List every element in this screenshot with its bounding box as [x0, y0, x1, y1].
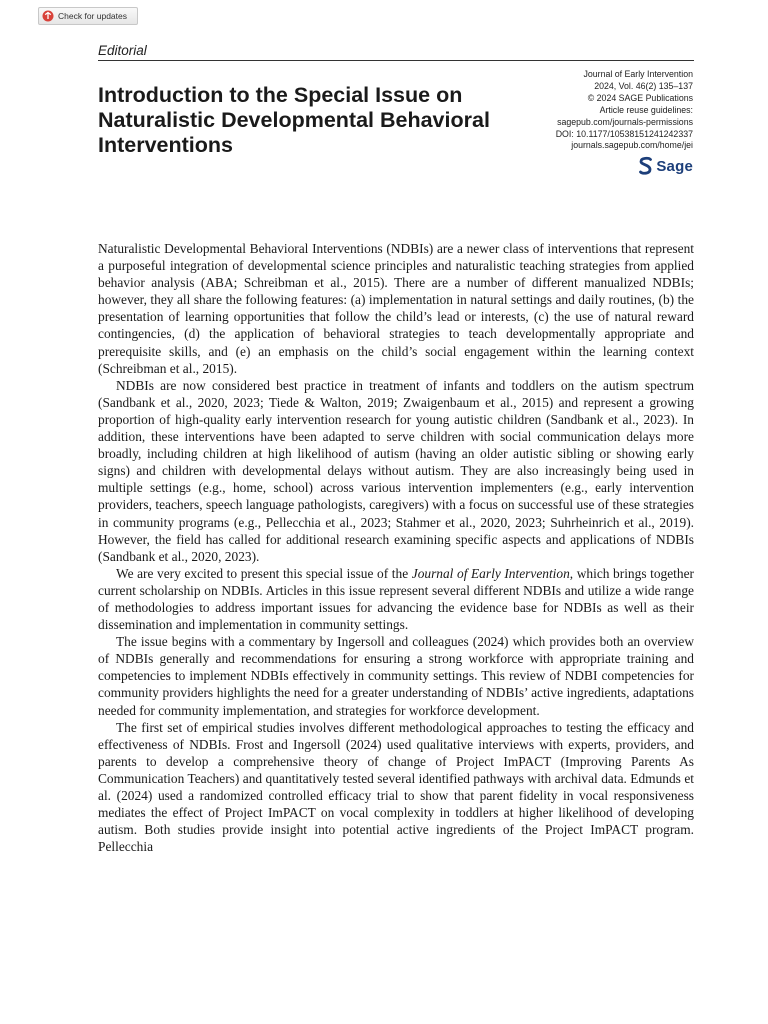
paragraph-best-practice: NDBIs are now considered best practice in treatment of infants and toddlers on the autism spectrum (Sandbank et al., 2020, 2023; Tiede & Walton, 2019; Zwaigenbaum et al., 2015) and represent a growing proportion of high-quality early intervention research for young autistic children (Sandbank et al., 2023). In addition, these interventions have been adapted to serve children with social communication delays more broadly, including children at high likelihood of autism (having an older autistic sibling or showing early signs) and children with developmental delays without autism. They are also increasingly being used in multiple settings (e.g., home, school) across various intervention implementers (e.g., early intervention providers, teachers, speech language pathologists, caregivers) with a focus on successful use of these strategies in community programs (e.g., Pellecchia et al., 2023; Stahmer et al., 2020, 2023; Suhrheinrich et al., 2019). However, the field has called for additional research examining specific aspects and applications of NDBIs (Sandbank et al., 2020, 2023).: [98, 377, 694, 564]
check-updates-label: Check for updates: [58, 11, 127, 21]
paragraph-text: We are very excited to present this special issue of the: [116, 565, 412, 581]
permissions-link[interactable]: sagepub.com/journals-permissions: [557, 116, 693, 127]
publisher-name: Sage: [656, 157, 693, 175]
journal-name: Journal of Early Intervention: [583, 69, 693, 79]
paragraph-commentary: The issue begins with a commentary by Ingersoll and colleagues (2024) which provides both an overview of NDBIs generally and recommendations for ensuring a strong workforce with appropriate training and competencies to implement NDBIs effectively in community settings. This review of NDBI competencies for community providers highlights the need for a greater understanding of NDBIs’ active ingredients, adaptations needed for community implementation, and strategies for workforce development.: [98, 634, 694, 718]
copyright-line: © 2024 SAGE Publications: [587, 92, 693, 103]
article-body: [98, 240, 694, 855]
section-label: Editorial: [98, 43, 147, 58]
paragraph-text: , which brings together current scholarship on NDBIs. Articles in this issue represent several different NDBIs and utilize a wide range of methodologies to address important issues for advancing the evidence base for NDBIs as well as their dissemination and implementation in community settings.: [98, 565, 694, 633]
publisher-logo: [638, 156, 693, 176]
journal-title-italic: Journal of Early Intervention: [411, 565, 570, 581]
paragraph-empirical-studies: The first set of empirical studies involves different methodological approaches to testing the efficacy and effectiveness of NDBIs. Frost and Ingersoll (2024) used qualitative interviews with experts, providers, and parents to develop a comprehensive theory of change of Project ImPACT (Improving Parents As Communication Teachers) and quantitatively tested several identified pathways with archival data. Edmunds et al. (2024) used a randomized controlled efficacy trial to show that parent fidelity in vocal responsiveness mediates the effect of Project ImPACT on vocal complexity in toddlers at higher likelihood of developing autism. Both studies provide insight into potential active ingredients of the Project ImPACT program. Pellecchia: [98, 719, 694, 855]
reuse-guidelines-label: Article reuse guidelines:: [599, 104, 693, 115]
check-updates-icon: [42, 10, 54, 22]
paragraph-intro: Naturalistic Developmental Behavioral Interventions (NDBIs) are a newer class of interventions that represent a purposeful integration of developmental science principles and naturalistic teaching strategies from applied behavior analysis (ABA; Schreibman et al., 2015). There are a number of different manualized NDBIs; however, they all share the following features: (a) implementation in natural settings and daily routines, (b) the presentation of learning opportunities that follow the child’s lead or interests, (c) the use of natural reward contingencies, (d) the application of behavioral strategies to teach developmentally appropriate and prerequisite skills, and (e) an emphasis on the child’s social engagement within the learning context (Schreibman et al., 2015).: [98, 241, 694, 376]
journal-homepage-link[interactable]: journals.sagepub.com/home/jei: [571, 140, 693, 151]
doi-link[interactable]: DOI: 10.1177/10538151241242337: [555, 128, 693, 139]
paragraph-special-issue: [98, 565, 694, 633]
header-rule: [98, 60, 694, 61]
journal-volume: 2024, Vol. 46(2) 135–137: [594, 80, 693, 91]
article-title: Introduction to the Special Issue on Naturalistic Developmental Behavioral Interventions: [98, 83, 490, 157]
sage-logo-icon: [638, 156, 653, 176]
journal-info: [556, 69, 693, 152]
check-for-updates-button[interactable]: [38, 7, 138, 25]
